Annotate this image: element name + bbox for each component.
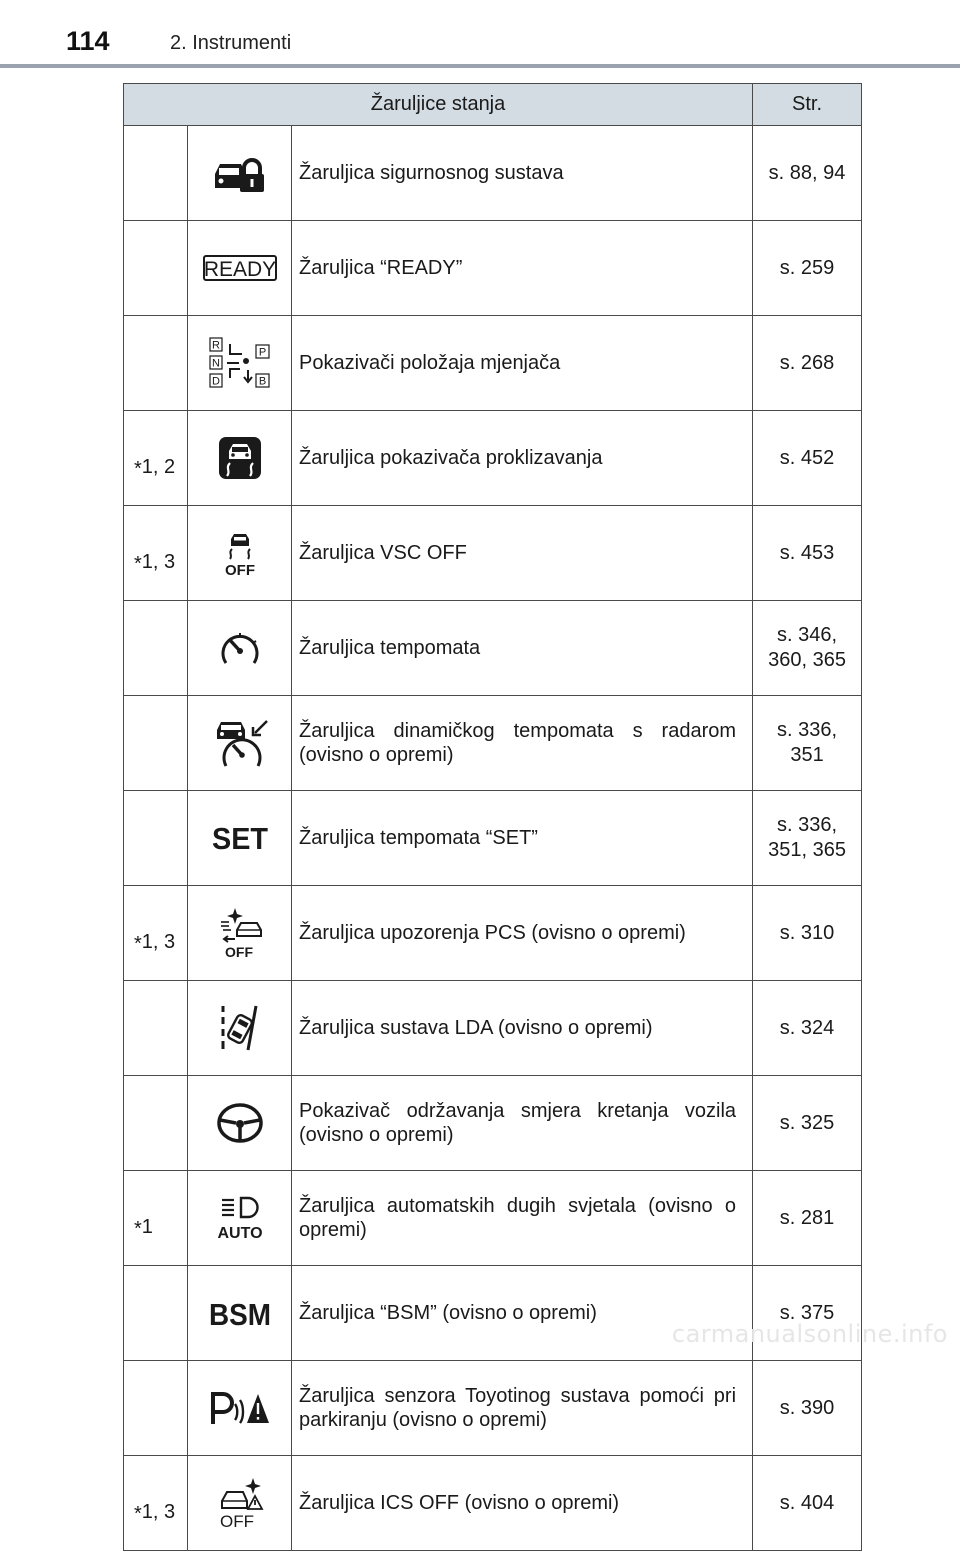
footnote-cell — [124, 316, 188, 411]
row-page-ref: s. 88, 94 — [753, 126, 862, 221]
row-description: Žaruljica “READY” — [292, 221, 753, 316]
table-row — [124, 316, 862, 411]
row-page-ref: s. 453 — [753, 506, 862, 601]
watermark: carmanualsonline.info — [671, 1320, 948, 1348]
row-page-ref: s. 268 — [753, 316, 862, 411]
pcs-off-icon — [188, 886, 292, 981]
lda-icon — [188, 981, 292, 1076]
footnote-numbers: 1, 3 — [141, 930, 176, 953]
ics-off-icon — [188, 1456, 292, 1551]
footnote-cell — [124, 1456, 188, 1551]
cruise-control-icon — [188, 601, 292, 696]
row-page-ref: s. 324 — [753, 981, 862, 1076]
table-row — [124, 506, 862, 601]
footnote-star-icon: * — [134, 932, 142, 955]
footnote-cell — [124, 886, 188, 981]
footnote-star-icon: * — [134, 552, 142, 575]
security-lock-car-icon — [188, 126, 292, 221]
parking-assist-icon — [188, 1361, 292, 1456]
row-description: Žaruljica sustava LDA (ovisno o opremi) — [292, 981, 753, 1076]
table-row — [124, 791, 862, 886]
gear-letter-d: D — [211, 375, 220, 388]
table-row — [124, 126, 862, 221]
row-page-ref: s. 259 — [753, 221, 862, 316]
steering-wheel-icon — [188, 1076, 292, 1171]
row-description: Žaruljica senzora Toyotinog sustava pomoći pri parkiranju (ovisno o opremi) — [292, 1361, 753, 1456]
footnote-numbers: 1 — [141, 1215, 153, 1238]
row-page-ref: s. 390 — [753, 1361, 862, 1456]
ics-off-text: OFF — [219, 1512, 254, 1530]
footnote-cell — [124, 1266, 188, 1361]
row-page-ref: s. 325 — [753, 1076, 862, 1171]
footnote-cell — [124, 506, 188, 601]
auto-icon-text: AUTO — [216, 1225, 263, 1240]
table-row — [124, 1361, 862, 1456]
footnote-numbers: 1, 3 — [141, 550, 176, 573]
row-page-ref: s. 375 — [753, 1266, 862, 1361]
row-page-ref: s. 336, 351 — [753, 696, 862, 791]
footnote-star-icon: * — [134, 1502, 142, 1525]
row-description: Žaruljica tempomata — [292, 601, 753, 696]
bsm-icon-text: BSM — [208, 1297, 271, 1329]
auto-high-beam-icon — [188, 1171, 292, 1266]
footnote-numbers: 1, 2 — [141, 455, 176, 478]
gear-letter-n: N — [211, 357, 220, 370]
table-row — [124, 696, 862, 791]
row-description: Žaruljica VSC OFF — [292, 506, 753, 601]
footnote-cell — [124, 1361, 188, 1456]
row-description: Žaruljica ICS OFF (ovisno o opremi) — [292, 1456, 753, 1551]
footnote-star-icon: * — [134, 1217, 142, 1240]
footnote-cell — [124, 601, 188, 696]
radar-cruise-control-icon — [188, 696, 292, 791]
table-row — [124, 981, 862, 1076]
page-number: 114 — [66, 26, 110, 56]
chapter-title: 2. Instrumenti — [170, 32, 292, 54]
ready-icon — [188, 221, 292, 316]
row-page-ref: s. 346, 360, 365 — [753, 601, 862, 696]
table-row — [124, 601, 862, 696]
table-row — [124, 1076, 862, 1171]
page-header — [0, 0, 960, 66]
row-page-ref: s. 404 — [753, 1456, 862, 1551]
footnote-cell — [124, 126, 188, 221]
vsc-off-text: OFF — [224, 562, 255, 578]
header-page: Str. — [753, 84, 862, 126]
row-page-ref: s. 452 — [753, 411, 862, 506]
header-indicators: Žaruljice stanja — [124, 84, 753, 126]
set-icon — [188, 791, 292, 886]
slip-indicator-icon — [188, 411, 292, 506]
pcs-off-text: OFF — [224, 944, 253, 960]
footnote-star-icon: * — [134, 457, 142, 480]
table-row — [124, 1456, 862, 1551]
row-description: Pokazivači položaja mjenjača — [292, 316, 753, 411]
gear-letter-p: P — [258, 346, 266, 359]
vsc-off-icon — [188, 506, 292, 601]
row-page-ref: s. 281 — [753, 1171, 862, 1266]
row-description: Žaruljica pokazivača proklizavanja — [292, 411, 753, 506]
row-description: Žaruljica tempomata “SET” — [292, 791, 753, 886]
header-rule — [0, 64, 960, 68]
ready-icon-text: READY — [203, 258, 276, 281]
bsm-icon — [188, 1266, 292, 1361]
set-icon-text: SET — [211, 822, 268, 854]
row-description: Žaruljica automatskih dugih svjetala (ovisno o opremi) — [292, 1171, 753, 1266]
row-description: Žaruljica sigurnosnog sustava — [292, 126, 753, 221]
row-description: Žaruljica dinamičkog tempomata s radarom (ovisno o opremi) — [292, 696, 753, 791]
footnote-numbers: 1, 3 — [141, 1500, 176, 1523]
gear-letter-r: R — [211, 339, 220, 352]
row-description: Žaruljica “BSM” (ovisno o opremi) — [292, 1266, 753, 1361]
table-row — [124, 1171, 862, 1266]
footnote-cell — [124, 791, 188, 886]
table-row — [124, 411, 862, 506]
footnote-cell — [124, 411, 188, 506]
gear-letter-b: B — [258, 375, 266, 388]
row-description: Pokazivač održavanja smjera kretanja vozila (ovisno o opremi) — [292, 1076, 753, 1171]
footnote-cell — [124, 1171, 188, 1266]
table-header-row — [124, 84, 862, 126]
footnote-cell — [124, 696, 188, 791]
row-description: Žaruljica upozorenja PCS (ovisno o opremi) — [292, 886, 753, 981]
gear-shift-position-icon — [188, 316, 292, 411]
table-row — [124, 221, 862, 316]
table-row — [124, 886, 862, 981]
footnote-cell — [124, 981, 188, 1076]
footnote-cell — [124, 221, 188, 316]
row-page-ref: s. 336, 351, 365 — [753, 791, 862, 886]
footnote-cell — [124, 1076, 188, 1171]
row-page-ref: s. 310 — [753, 886, 862, 981]
